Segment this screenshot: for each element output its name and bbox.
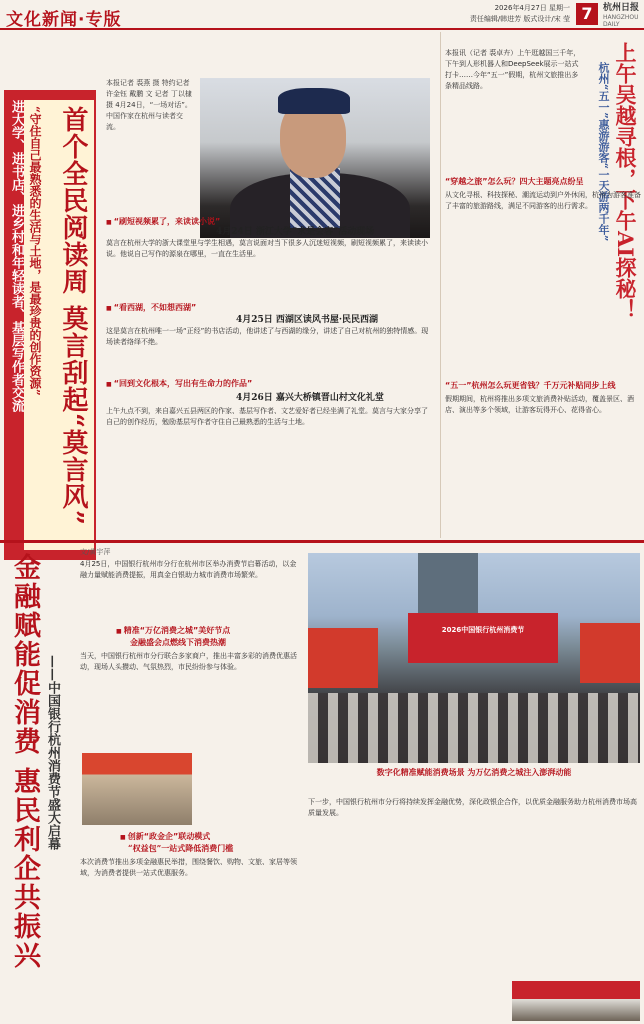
top-subhead: 进大学、进书店、进乡村和年轻读者、基层写作者交流 xyxy=(9,100,24,412)
newspaper-brand xyxy=(603,3,644,28)
right-headline: 上午吴越寻根，下午AI探秘！ xyxy=(613,42,638,321)
photo-tent-right xyxy=(580,623,640,683)
right-box2-title: “五一”杭州怎么玩更省钱？千万元补贴同步上线 xyxy=(445,381,616,390)
photo-caption: 本报记者 裘燕 摄 特约记者 许金钰 戴鹏 文 记者 丁以棣 摄 4月24日，“一场对话”。中国作家在杭州与读者交流。 xyxy=(106,79,192,131)
section2-title: ■ “看西湖，不如想西湖” xyxy=(106,302,196,313)
issue-info xyxy=(405,3,570,25)
bottom-s1-text: 当天，中国银行杭州市分行联合多家商户，推出丰富多彩的消费优惠活动，现场人头攒动、气氛热烈，市民纷纷参与体验。 xyxy=(80,652,297,671)
photo-figure-cap xyxy=(278,88,350,114)
section2-date: 4月25日 西湖区读风书屋·民民西湖 xyxy=(236,315,379,325)
section3-text: 上午九点不到，来自嘉兴五县两区的作家、基层写作者、文艺爱好者已经坐满了礼堂。莫言与大家分享了自己的创作经历，勉励基层写作者守住自己最熟悉的生活与土地。 xyxy=(106,407,428,426)
event-photo-main xyxy=(308,553,640,763)
bottom-lead: 4月25日，中国银行杭州市分行在杭州市区举办消费节启幕活动，以金融力量赋能消费提振，用真金白银助力城市消费市场繁荣。 xyxy=(80,560,297,579)
section1-date: 4月24日 浙江大学“求是会客”活动现场 xyxy=(216,227,375,237)
bottom-s1-title: ■ 精准“万亿消费之城”美好节点 xyxy=(116,625,230,636)
top-story xyxy=(0,32,436,538)
event-photo-small xyxy=(82,753,192,825)
section3-title: ■ “回到文化根本，写出有生命力的作品” xyxy=(106,378,252,389)
bottom-s2-title: ■ 创新“政金企”联动模式 xyxy=(120,831,210,842)
top-headline: 首个全民阅读周 莫言刮起“莫言风” xyxy=(58,106,88,526)
editor-line: 责任编辑/韩进芳 版式设计/宋 莹 xyxy=(469,15,570,23)
right-column xyxy=(440,32,644,538)
section2-text: 这是莫言在杭州唯一一场“正经”的书店活动，他讲述了与西湖的缘分，讲述了自己对杭州的独特情感。现场读者络绎不绝。 xyxy=(106,327,429,346)
right-box1-text: 从文化寻根、科技探秘、潮流运动到户外休闲，杭州为游客准备了丰富的旅游路线，满足不同游客的出行需求。 xyxy=(445,191,641,210)
right-box2-text: 假期期间，杭州将推出多项文旅消费补贴活动，覆盖景区、酒店、演出等多个领域，让游客玩得开心、花得省心。 xyxy=(445,395,634,414)
main-photo-caption: 数字化精准赋能消费场景 为万亿消费之城注入澎湃动能 xyxy=(376,768,572,777)
photo-stage-banner: 2026中国银行杭州消费节 xyxy=(408,613,558,663)
event-photo-small-2 xyxy=(512,981,640,1021)
top-quote: “守住自己最熟悉的生活与土地，是最珍贵的创作资源” xyxy=(28,106,42,396)
headline-block xyxy=(4,90,96,560)
section-divider xyxy=(0,540,644,543)
section-title: 文化新闻·专版 xyxy=(6,10,122,30)
bottom-headline: 金融赋能促消费 惠民利企共振兴 xyxy=(9,553,40,971)
page-header xyxy=(0,0,644,30)
right-box1-title: “穿越之旅”怎么玩？四大主题亮点纷呈 xyxy=(445,177,584,186)
brand-name: 杭州日报 xyxy=(603,3,640,13)
bottom-s2-subtitle: “权益包”一站式降低消费门槛 xyxy=(128,843,234,853)
right-intro: 本报讯（记者 裘卓卉）上午逛越国三千年，下午到人形机器人和DeepSeek展示一站式打卡……今年“五一”假期，杭州文旅推出多条精品线路。 xyxy=(445,49,581,90)
issue-date: 2026年4月27日 星期一 xyxy=(494,4,570,12)
bottom-s3-text: 下一步，中国银行杭州市分行将持续发挥金融优势，深化政银企合作，以优质金融服务助力杭州消费市场高质量发展。 xyxy=(308,798,637,817)
brand-sub: HANGZHOU DAILY xyxy=(603,14,639,28)
bottom-byline: 文/黄宇萍 xyxy=(80,548,111,556)
bottom-s2-text: 本次消费节推出多项金融惠民举措，围绕餐饮、购物、文旅、家居等领域，为消费者提供一站式优惠服务。 xyxy=(80,858,297,877)
photo-tent-left xyxy=(308,628,378,688)
author-photo xyxy=(200,78,430,238)
right-subhead: 杭州“五一”惠游游客“一天游两千年” xyxy=(597,62,610,242)
page-number: 7 xyxy=(576,3,598,25)
bottom-subtitle: ——中国银行杭州消费节盛大启幕 xyxy=(45,655,60,850)
photo-audience xyxy=(308,693,640,763)
bottom-story xyxy=(0,545,644,1024)
section1-title: ■ “刷短视频累了，来读读小说” xyxy=(106,216,220,227)
section1-text: 莫言在杭州大学的浙大课堂里与学生相遇，莫言说面对当下很多人沉迷短视频，刷短视频累了，来读读小说。他说自己写作的源泉在哪里，一直在生活里。 xyxy=(106,239,428,258)
headline-panel xyxy=(24,100,94,550)
section3-date: 4月26日 嘉兴大桥镇晋山村文化礼堂 xyxy=(236,393,384,403)
bottom-s1-subtitle: 金融盛会点燃线下消费热潮 xyxy=(130,637,226,647)
